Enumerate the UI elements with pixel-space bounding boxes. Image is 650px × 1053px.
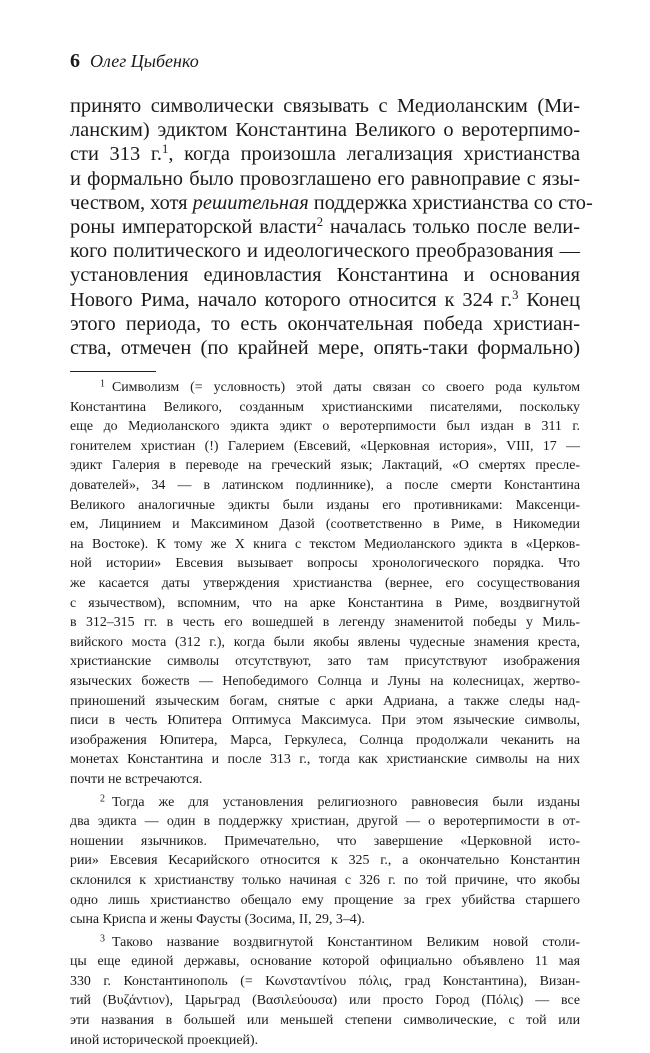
footnote-text: приношений языческим богам, снятые с арки Адриана, а также следы над- (70, 693, 580, 709)
footnote-text: писи в честь Юпитера Оптимуса Максимуса. При этом языческие символы, (70, 713, 580, 729)
footnote-line (70, 594, 580, 614)
footnote-line (70, 437, 580, 457)
footnote-line (70, 398, 580, 418)
main-text-line (70, 191, 593, 215)
footnote-text: два эдикта — один в поддержку христиан, другой — о веротерпимости в от- (70, 814, 580, 830)
footnote-text: с язычеством), вспомним, что на арке Константина в Риме, воздвигнутой (70, 595, 580, 611)
footnote-line (70, 770, 580, 790)
footnote-text: 330 г. Константинополь (= Κωνσταντίνου πόλις, град Константина), Визан- (70, 973, 580, 989)
footnote-text: склонился к христианству только начиная с 326 г. по той причине, что якобы (70, 872, 580, 888)
footnote-text: Символизм (= условность) этой даты связан со своего рода культом (111, 380, 580, 396)
footnote-number: 2 (100, 793, 105, 805)
footnote-line (70, 812, 580, 832)
footnote-text: рии» Евсевия Кесарийского относится к 325 г., а окончательно Константин (70, 853, 580, 869)
footnote-line (70, 652, 580, 672)
footnote-line (70, 417, 580, 437)
italic-text: решительная (192, 191, 309, 214)
footnote-rule (70, 371, 156, 372)
main-text-line: установления единовластия Константина и основания (70, 264, 580, 287)
footnote-line (70, 750, 580, 770)
footnote-text: одно лишь христианство обещало ему прощение за грех убийства старшего (70, 892, 580, 908)
footnote-line (70, 496, 580, 516)
main-text-line: этого периода, то есть окончательная победа христиан- (70, 312, 580, 335)
footnote-text: монетах Константина и после 313 г., тогда как христианские символы на них (70, 752, 580, 768)
footnote (70, 378, 580, 789)
footnote-text: почти не встречаются. (70, 771, 203, 787)
main-text (70, 94, 593, 360)
footnote-text: эдикт Галерия в переводе на греческий язык; Лактаций, «О смертях пресле- (70, 458, 580, 474)
footnote-text: Константина Великого, созданным христианскими писателями, поскольку (70, 399, 580, 415)
footnote-reference: 1 (162, 142, 169, 157)
footnote-line (70, 633, 580, 653)
footnote-line (70, 972, 580, 992)
main-text-line (70, 288, 580, 312)
footnote-text: сына Криспа и жены Фаусты (Зосима, II, 29, 3–4). (70, 912, 365, 928)
footnote-text: Великого аналогичные эдикты были изданы его противниками: Максенци- (70, 497, 580, 513)
footnote-text: Тогда же для установления религиозного равновесия были изданы (111, 794, 580, 810)
text-fragment: поддержка христианства со сто- (308, 191, 593, 214)
footnote-text: вийского моста (312 г.), когда были якобы явлены чудесные знамения креста, (70, 634, 580, 650)
footnote-line (70, 910, 580, 930)
text-fragment: роны императорской власти (70, 215, 317, 238)
main-text-line: ланским) эдиктом Константина Великого о веротерпимо- (70, 119, 580, 142)
main-text-line: и формально было провозглашено его равноправие с язы- (70, 167, 580, 190)
text-fragment: началась только после вели- (323, 215, 580, 238)
text-fragment: , когда произошла легализация христианства (168, 143, 580, 166)
footnote-line (70, 793, 580, 813)
footnote-line (70, 515, 580, 535)
footnote-line (70, 952, 580, 972)
footnote-text: иной исторической проекцией). (70, 1032, 259, 1048)
footnote-text: гонителем христиан (!) Галерием (Евсевий, «Церковная история», VIII, 17 — (70, 438, 580, 454)
footnote-line (70, 476, 580, 496)
footnote-text: еще до Медиоланского эдикта эдикт о веротерпимости был издан в 311 г. (70, 419, 580, 435)
footnote-text: тий (Βυζάντιον), Царьград (Βασιλεύουσα) или просто Город (Πόλις) — все (70, 993, 580, 1009)
footnote-line (70, 891, 580, 911)
footnote (70, 793, 580, 930)
footnote-text: ной истории» Евсевия вызывает вопросы хронологического порядка. Что (70, 556, 580, 572)
text-fragment: Конец (518, 288, 580, 311)
footnote-reference: 2 (316, 214, 323, 229)
footnote-line (70, 933, 580, 953)
footnote-line (70, 991, 580, 1011)
footnote-text: ношении язычников. Примечательно, что завершение «Церковной исто- (70, 833, 580, 849)
page-number: 6 (70, 50, 80, 72)
footnote-line (70, 613, 580, 633)
main-text-line: кого политического и идеологического преобразования — (70, 240, 580, 263)
main-text-line (70, 215, 580, 239)
footnote-text: цы еще единой державы, основание которой официально объявлено 11 мая (70, 954, 580, 970)
book-page (70, 50, 593, 1053)
text-fragment: Нового Рима, начало которого относится к 324 г. (70, 288, 513, 311)
footnote-line (70, 851, 580, 871)
footnote-text: христианские символы отсутствуют, зато там присутствуют изображения (70, 654, 580, 670)
footnote-text: в 312–315 гг. в честь его вошедшей в легенду знаменитой победы у Миль- (70, 615, 580, 631)
footnote-line (70, 672, 580, 692)
footnote-text: же касается даты утверждения христианства (вернее, его сосуществования (70, 576, 580, 591)
footnote-line (70, 1011, 580, 1031)
footnote-text: дователей», 34 — в латинском подлиннике), а после смерти Константина (70, 478, 580, 494)
running-head-author: Олег Цыбенко (90, 51, 199, 71)
main-text-line: принято символически связывать с Медиоланским (Ми- (70, 95, 580, 117)
running-header (70, 50, 580, 74)
footnote-line (70, 554, 580, 574)
footnote-number: 3 (100, 933, 105, 945)
footnote-text: изображения Юпитера, Марса, Геркулеса, Солнца продолжали чеканить на (70, 732, 580, 748)
footnotes (70, 378, 580, 1050)
footnote-line (70, 456, 580, 476)
footnote-line (70, 692, 580, 712)
footnote-text: языческих божеств — Непобедимого Солнца и Луны на колесницах, жертво- (70, 673, 580, 689)
footnote-line (70, 574, 580, 594)
footnote-text: Таково название воздвигнутой Константином Великим новой столи- (111, 934, 580, 950)
main-text-line (70, 142, 580, 166)
footnote-line (70, 832, 580, 852)
footnote-text: ем, Лицинием и Максимином Дазой (соответственно в Риме, в Никомедии (70, 517, 580, 533)
footnote (70, 933, 580, 1051)
footnote-reference: 3 (512, 287, 519, 302)
text-fragment: сти 313 г. (70, 143, 162, 166)
footnote-line (70, 871, 580, 891)
footnote-line (70, 378, 580, 398)
footnote-line (70, 711, 580, 731)
footnote-number: 1 (100, 378, 105, 390)
text-fragment: чеством, хотя (70, 191, 193, 214)
footnote-line (70, 535, 580, 555)
footnote-line (70, 731, 580, 751)
footnote-text: на Востоке). К тому же X книга с текстом Медиоланского эдикта в «Церков- (70, 536, 580, 552)
footnote-text: эти названия в большей или меньшей степени символические, с той или (70, 1013, 580, 1029)
footnote-line (70, 1031, 580, 1051)
main-text-line: ства, отмечен (по крайней мере, опять-таки формально) (70, 336, 580, 359)
